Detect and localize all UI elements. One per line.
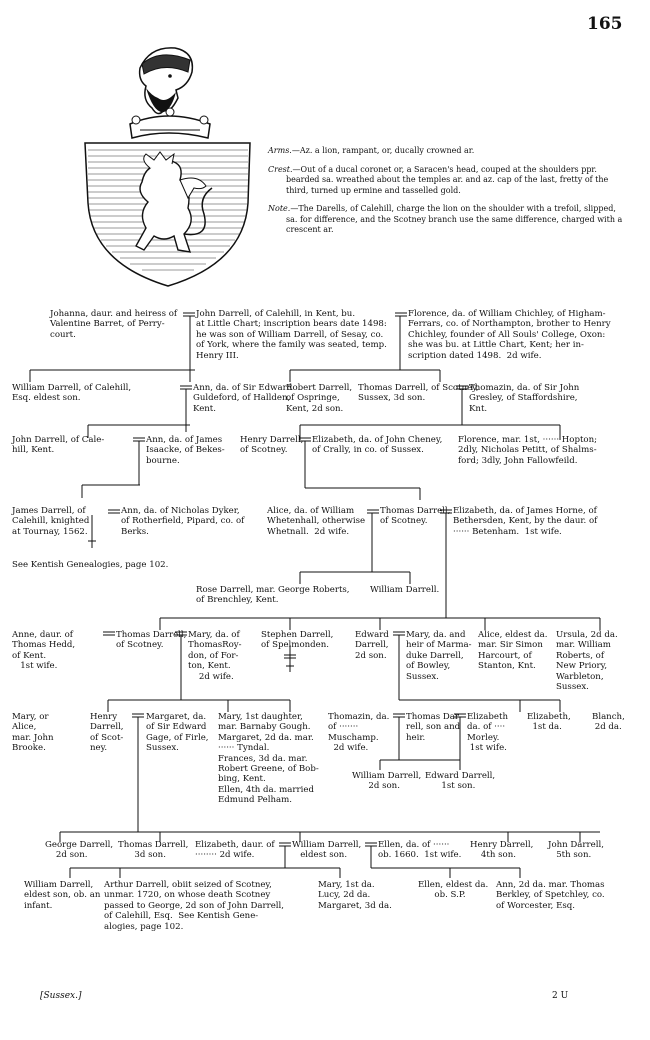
thomas-darrell-scotney-2: Thomas Darrell, of Scotney.	[380, 506, 451, 527]
elizabeth-1st-da: Elizabeth, 1st da.	[527, 712, 571, 733]
henry-darrell-4th-son: Henry Darrell, 4th son.	[470, 840, 534, 861]
ann-isaacke: Ann, da. of James Isaacke, of Bekes- bourne.	[146, 435, 225, 466]
crest-text: Crest.—Out of a ducal coronet or, a Saracen's head, couped at the shoulders ppr. bearded sa. wreathed about the temples ar. and az. cap of the last, fretty of the third, turned up ermine and tasselled gold.	[268, 164, 609, 195]
james-darrell: James Darrell, of Calehill, knighted at Tournay, 1562.	[12, 506, 90, 537]
elizabeth-horne: Elizabeth, da. of James Horne, of Bethersden, Kent, by the daur. of ······ Betenham. 1st wife.	[453, 506, 598, 537]
thomas-darrell-heir: Thomas Dar- rell, son and heir.	[406, 712, 462, 743]
stephen-darrell: Stephen Darrell, of Spelmonden.	[261, 630, 334, 651]
thomazin-gresley: Thomazin, da. of Sir John Gresley, of Staffordshire, Knt.	[469, 383, 580, 414]
elizabeth-morley: Elizabeth da. of ···· Morley. 1st wife.	[467, 712, 508, 754]
arms-text: Arms.—Az. a lion, rampant, or, ducally crowned ar.	[268, 146, 475, 155]
thomas-darrell-3d-son: Thomas Darrell, 3d son.	[118, 840, 189, 861]
ann-berkley: Ann, 2d da. mar. Thomas Berkley, of Spetchley, co. of Worcester, Esq.	[496, 880, 605, 911]
mary-or-alice: Mary, or Alice, mar. John Brooke.	[12, 712, 54, 754]
daughters-list: Mary, 1st daughter, mar. Barnaby Gough. Margaret, 2d da. mar. ······ Tyndal. Frances, 3d da. mar. Robert Greene, of Bob- bing, Kent. Ellen, 4th da. married Edmund Pelham.	[218, 712, 319, 806]
william-darrell-calehill: William Darrell, of Calehill, Esq. eldest son.	[12, 383, 132, 404]
alice-whetenhall: Alice, da. of William Whetenhall, otherwise Whetnall. 2d wife.	[267, 506, 366, 537]
margaret-gage: Margaret, da. of Sir Edward Gage, of Firle, Sussex.	[146, 712, 209, 754]
henry-darrell-gen7: Henry Darrell, of Scot- ney.	[90, 712, 124, 754]
arthur-darrell: Arthur Darrell, obiit seized of Scotney, unmar. 1720, on whose death Scotney passed to George, 2d son of John Darrell, of Calehill, Esq. See Kentish Gene- alogies, page 102.	[104, 880, 285, 932]
alice-harcourt: Alice, eldest da. mar. Sir Simon Harcourt, of Stanton, Knt.	[478, 630, 548, 672]
robert-darrell: Robert Darrell, of Ospringe, Kent, 2d son.	[286, 383, 353, 414]
john-darrell-calehill-2: John Darrell, of Cale- hill, Kent.	[12, 435, 105, 456]
william-darrell-2d-son: William Darrell, 2d son.	[352, 771, 422, 792]
henry-darrell-scotney: Henry Darrell, of Scotney.	[240, 435, 304, 456]
william-darrell-gen5: William Darrell.	[370, 585, 440, 595]
elizabeth-cheney: Elizabeth, da. of John Cheney, of Crally, in co. of Sussex.	[312, 435, 443, 456]
edward-darrell-1st-son: Edward Darrell, 1st son.	[425, 771, 496, 792]
ann-guldeford: Ann, da. of Sir Edward Guldeford, of Hallden, Kent.	[193, 383, 293, 414]
rose-darrell: Rose Darrell, mar. George Roberts, of Brenchley, Kent.	[196, 585, 350, 606]
william-darrell-eldest: William Darrell, eldest son.	[292, 840, 362, 861]
john-darrell-calehill: John Darrell, of Calehill, in Kent, bu. at Little Chart; inscription bears date 1498: he was son of William Darrell, of Sesay, co. of York, where the family was seated, temp. Henry III.	[196, 309, 387, 361]
thomazin-muschamp: Thomazin, da. of ······· Muschamp. 2d wife.	[328, 712, 390, 754]
johanna-barret: Johanna, daur. and heiress of Valentine Barret, of Perry- court.	[50, 309, 178, 340]
mary-lucy-margaret: Mary, 1st da. Lucy, 2d da. Margaret, 3d da.	[318, 880, 392, 911]
william-darrell-infant: William Darrell, eldest son, ob. an infant.	[24, 880, 101, 911]
anne-hedd: Anne, daur. of Thomas Hedd, of Kent. 1st wife.	[12, 630, 76, 672]
ellen-eldest-da: Ellen, eldest da. ob. S.P.	[418, 880, 489, 901]
ursula-roberts: Ursula, 2d da. mar. William Roberts, of New Priory, Warbleton, Sussex.	[556, 630, 618, 693]
florence-hopton: Florence, mar. 1st, ······ Hopton; 2dly, Nicholas Petitt, of Shalms- ford; 3dly, John Fallowfeild.	[458, 435, 598, 466]
john-darrell-5th-son: John Darrell, 5th son.	[548, 840, 604, 861]
edward-darrell: Edward Darrell, 2d son.	[355, 630, 389, 661]
florence-chichley: Florence, da. of William Chichley, of Higham- Ferrars, co. of Northampton, brother to Henry Chichley, founder of All Souls' College, Oxon: she was bu. at Little Chart, Kent; her in- scription dated 1498. 2d wife.	[408, 309, 611, 361]
note-text: Note.—The Darells, of Calehill, charge the lion on the shoulder with a trefoil, slipped, sa. for difference, and the Scotney branch use the same difference, charged with a crescent ar.	[268, 204, 623, 234]
ann-dyker: Ann, da. of Nicholas Dyker, of Rotherfield, Pipard, co. of Berks.	[121, 506, 245, 537]
page-number: 165	[587, 14, 623, 34]
george-darrell: George Darrell, 2d son.	[45, 840, 114, 861]
ellen-1st-wife: Ellen, da. of ······ ob. 1660. 1st wife.	[378, 840, 462, 861]
footer-county: [Sussex.]	[40, 991, 82, 1001]
see-kentish-genealogies: See Kentish Genealogies, page 102.	[12, 560, 169, 570]
blanch: Blanch, 2d da.	[592, 712, 625, 733]
elizabeth-2d-wife: Elizabeth, daur. of ········ 2d wife.	[195, 840, 275, 861]
footer-signature: 2 U	[552, 991, 569, 1001]
mary-roydon: Mary, da. of ThomasRoy- don, of For- ton, Kent. 2d wife.	[188, 630, 242, 682]
thomas-darrell-scotney: Thomas Darrell, of Scotney, Sussex, 3d son.	[358, 383, 479, 404]
mary-darrell-bowley: Mary, da. and heir of Marma- duke Darrell, of Bowley, Sussex.	[406, 630, 472, 682]
thomas-darrell-scotney-3: Thomas Darrell, of Scotney.	[116, 630, 187, 651]
